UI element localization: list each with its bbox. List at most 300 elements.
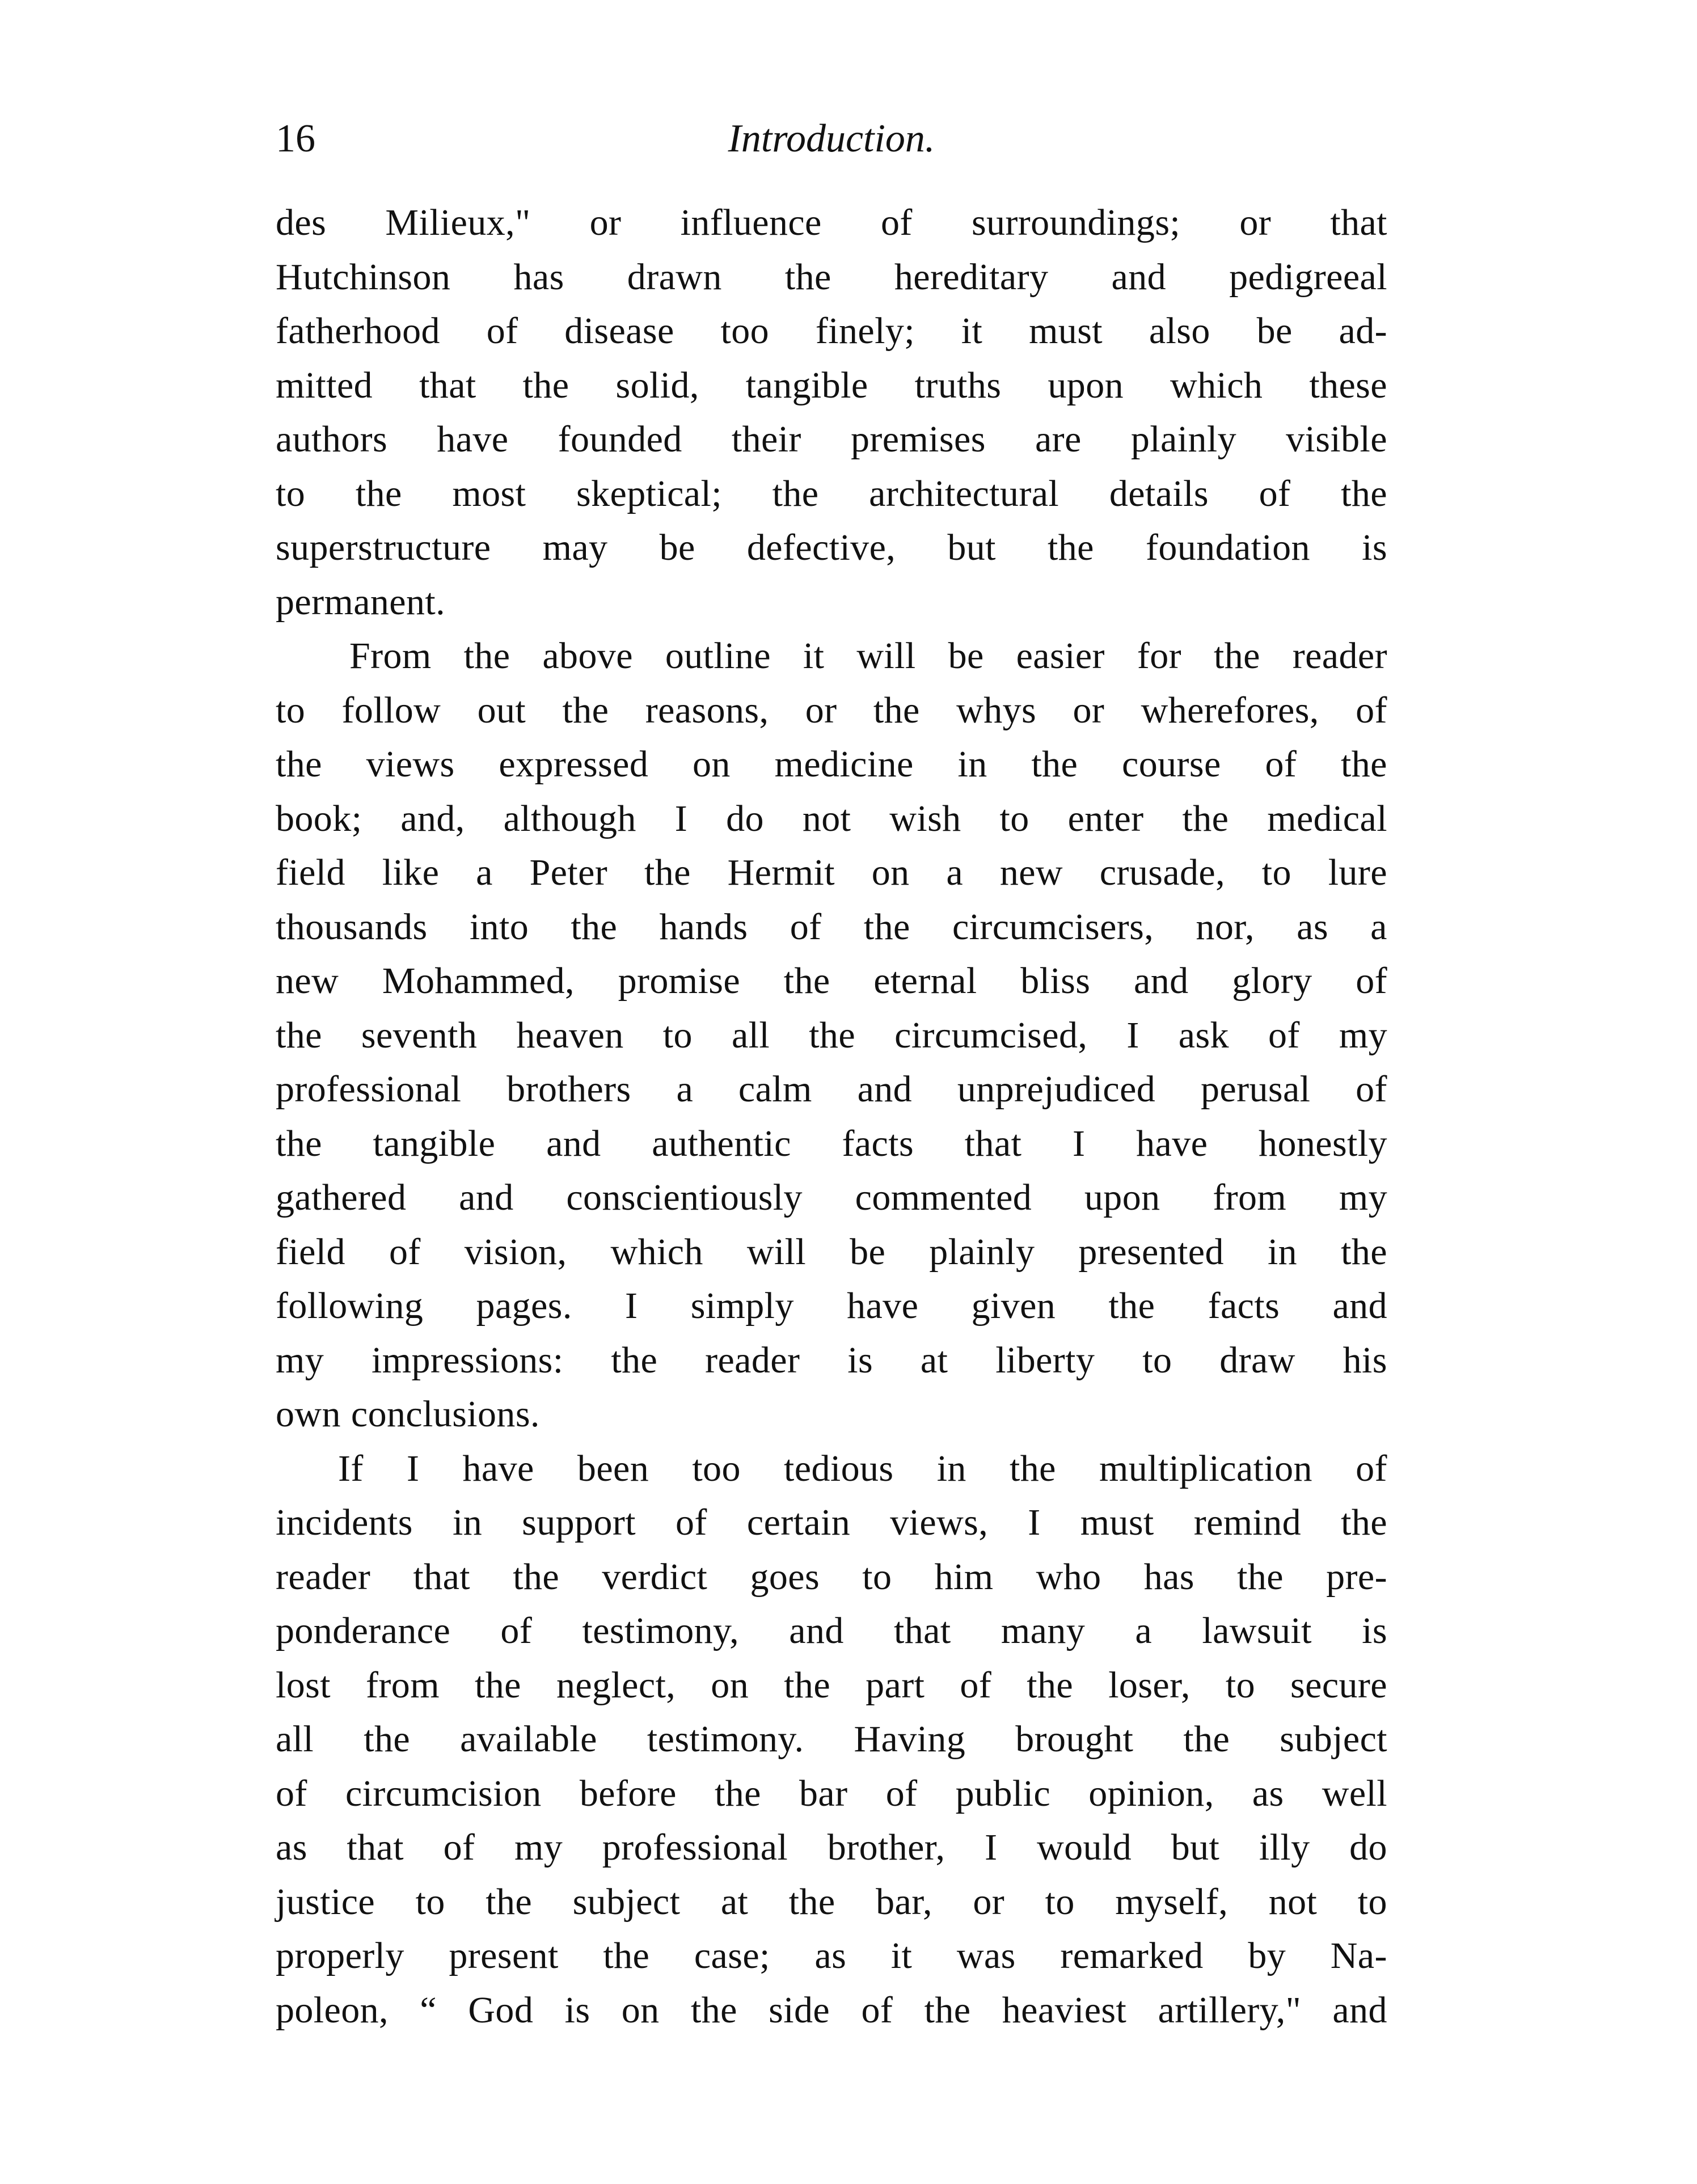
word: details [1109, 472, 1209, 514]
word: the [873, 689, 920, 731]
word: present [449, 1935, 559, 1976]
word: the [1108, 1285, 1155, 1327]
word: medical [1267, 797, 1387, 839]
word: lure [1328, 852, 1387, 893]
word: I [1126, 1014, 1139, 1056]
word: finely; [815, 310, 915, 352]
word: and [789, 1610, 844, 1651]
word: all [276, 1718, 314, 1760]
word: of [486, 310, 518, 352]
word: defective, [746, 527, 896, 568]
word: If [338, 1447, 364, 1489]
word: goes [750, 1556, 820, 1598]
word: simply [690, 1285, 794, 1327]
word: the [772, 472, 819, 514]
word: lost [276, 1664, 331, 1706]
word: the [355, 472, 402, 514]
word: the [276, 744, 322, 785]
word: tangible [373, 1122, 496, 1164]
word: in [957, 744, 987, 785]
text-line [276, 250, 1387, 305]
word: has [513, 256, 564, 298]
word: the [276, 1122, 322, 1164]
word: subject [1280, 1718, 1387, 1760]
word: at [920, 1339, 948, 1381]
text-line [276, 467, 1387, 521]
text-line [276, 1983, 1387, 2038]
word: easier [1016, 635, 1105, 677]
word: a [676, 1068, 694, 1110]
word: plainly [929, 1231, 1035, 1273]
word: of [960, 1664, 992, 1706]
word: the [513, 1556, 560, 1598]
word: is [564, 1989, 590, 2031]
word: ponderance [276, 1610, 451, 1651]
word: the [1341, 1231, 1387, 1273]
word: thousands [276, 906, 428, 948]
word: that [419, 364, 476, 406]
word: a [476, 852, 493, 893]
word: from [366, 1664, 440, 1706]
word: him [934, 1556, 994, 1598]
word: conscientiously [566, 1177, 803, 1218]
word: tedious [784, 1447, 894, 1489]
word: and [1111, 256, 1167, 298]
word: subject [572, 1881, 681, 1923]
word: of [500, 1610, 533, 1651]
word: des [276, 202, 327, 243]
word: wherefores, [1141, 689, 1319, 731]
word: circumcised, [894, 1014, 1088, 1056]
text-line [276, 575, 1387, 630]
word: on [621, 1989, 660, 2031]
word: views, [890, 1502, 989, 1543]
word: ad- [1339, 310, 1387, 352]
text-line [276, 521, 1387, 575]
word: following [276, 1285, 424, 1327]
word: seventh [361, 1014, 478, 1056]
word: or [589, 202, 622, 243]
word: perusal [1200, 1068, 1311, 1110]
word: mitted [276, 364, 373, 406]
word: fatherhood [276, 310, 440, 352]
text-line [276, 196, 1387, 250]
word: must [1029, 310, 1103, 352]
word: Na- [1330, 1935, 1387, 1976]
word: views [366, 744, 455, 785]
word: pedigreeal [1229, 256, 1387, 298]
word: available [460, 1718, 597, 1760]
word: facts [1208, 1285, 1280, 1327]
word: but [947, 527, 996, 568]
word: the [475, 1664, 521, 1706]
word: brothers [506, 1068, 631, 1110]
word: side [769, 1989, 830, 2031]
text-line [276, 1062, 1387, 1117]
word: it [803, 635, 825, 677]
word: vision, [464, 1231, 567, 1273]
word: and, [400, 797, 465, 839]
word: as [1297, 906, 1328, 948]
text-line [276, 358, 1387, 413]
word: of [790, 906, 822, 948]
word: the [1031, 744, 1078, 785]
word: honestly [1259, 1122, 1387, 1164]
text-line [276, 683, 1387, 738]
word: the [1183, 1718, 1230, 1760]
word: opinion, [1088, 1772, 1214, 1814]
word: remind [1193, 1502, 1302, 1543]
word: illy [1259, 1827, 1310, 1868]
word: not [802, 797, 851, 839]
word: the [1341, 744, 1387, 785]
word: gathered [276, 1177, 407, 1218]
word: been [577, 1447, 649, 1489]
word: a [946, 852, 964, 893]
word: was [956, 1935, 1016, 1976]
word: too [692, 1447, 741, 1489]
word: these [1309, 364, 1387, 406]
word: Having [854, 1718, 966, 1760]
word: whys [956, 689, 1037, 731]
word: professional [602, 1827, 788, 1868]
word: the [690, 1989, 737, 2031]
word: new [999, 852, 1063, 893]
word: expressed [499, 744, 649, 785]
word: book; [276, 797, 362, 839]
word: which [610, 1231, 703, 1273]
word: out [477, 689, 526, 731]
word: public [955, 1772, 1051, 1814]
word: lawsuit [1202, 1610, 1312, 1651]
word: architectural [869, 472, 1059, 514]
word: will [746, 1231, 807, 1273]
word: drawn [627, 256, 722, 298]
word: medicine [774, 744, 914, 785]
word: promise [618, 960, 741, 1002]
word: and [1332, 1285, 1387, 1327]
text-line [276, 737, 1387, 792]
word: in [936, 1447, 966, 1489]
word: above [542, 635, 633, 677]
word: is [847, 1339, 873, 1381]
word: influence [680, 202, 822, 243]
word: on [693, 744, 731, 785]
word: visible [1286, 419, 1387, 460]
word: I [674, 797, 688, 839]
text-line [276, 1279, 1387, 1333]
word: the [463, 635, 510, 677]
word: “ [420, 1989, 437, 2031]
word: authentic [652, 1122, 791, 1164]
word: multiplication [1099, 1447, 1312, 1489]
word: or [973, 1881, 1005, 1923]
word: of [1259, 472, 1291, 514]
word: be [659, 527, 695, 568]
word: would [1037, 1827, 1132, 1868]
word: the [603, 1935, 650, 1976]
word: be [850, 1231, 886, 1273]
word: to [662, 1014, 693, 1056]
word: the [611, 1339, 658, 1381]
word: new [276, 960, 339, 1002]
word: will [856, 635, 916, 677]
word: but [1171, 1827, 1220, 1868]
word: liberty [995, 1339, 1095, 1381]
word: also [1149, 310, 1210, 352]
word: all [731, 1014, 770, 1056]
word: reader [1292, 635, 1387, 677]
word: the [784, 1664, 831, 1706]
word: bar [799, 1772, 848, 1814]
word: Hermit [727, 852, 835, 893]
word: circumcision [345, 1772, 542, 1814]
word: it [961, 310, 983, 352]
word: of [276, 1772, 307, 1814]
word: reader [705, 1339, 800, 1381]
word: although [503, 797, 636, 839]
word: enter [1067, 797, 1144, 839]
word: the [783, 960, 830, 1002]
word: the [1027, 1664, 1074, 1706]
word: I [625, 1285, 638, 1327]
word: on [711, 1664, 749, 1706]
word: my [514, 1827, 563, 1868]
text-line [276, 1712, 1387, 1767]
word: case; [694, 1935, 770, 1976]
text-line [276, 1442, 1387, 1496]
word: premises [850, 419, 986, 460]
word: circumcisers, [952, 906, 1154, 948]
word: pages. [476, 1285, 572, 1327]
word: of [1268, 1014, 1300, 1056]
word: and [1332, 1989, 1387, 2031]
word: is [1362, 527, 1387, 568]
word: the [1213, 635, 1260, 677]
word: the [809, 1014, 856, 1056]
word: have [462, 1447, 534, 1489]
word: calm [738, 1068, 812, 1110]
word: the [364, 1718, 411, 1760]
word: bar, [876, 1881, 932, 1923]
word: of [880, 202, 913, 243]
word: the [571, 906, 618, 948]
word: ask [1178, 1014, 1229, 1056]
word: poleon, [276, 1989, 389, 2031]
word: testimony. [647, 1718, 804, 1760]
word: incidents [276, 1502, 413, 1543]
word: brought [1015, 1718, 1134, 1760]
word: and [546, 1122, 601, 1164]
word: of [1356, 960, 1387, 1002]
word: to [999, 797, 1029, 839]
word: facts [842, 1122, 914, 1164]
word: of [861, 1989, 893, 2031]
word: neglect, [556, 1664, 676, 1706]
text-line [276, 1387, 1387, 1442]
text-line [276, 1604, 1387, 1658]
word: conclusions. [351, 1393, 540, 1435]
word: nor, [1196, 906, 1255, 948]
word: commented [855, 1177, 1032, 1218]
text-line [276, 1008, 1387, 1063]
word: Hutchinson [276, 256, 451, 298]
text-line [276, 846, 1387, 900]
text-line [276, 1767, 1387, 1821]
word: I [985, 1827, 998, 1868]
word: or [805, 689, 837, 731]
word: hereditary [894, 256, 1049, 298]
word: presented [1078, 1231, 1224, 1273]
word: that [894, 1610, 951, 1651]
word: be [1256, 310, 1293, 352]
word: myself, [1115, 1881, 1229, 1923]
word: to [1261, 852, 1291, 893]
word: the [276, 1014, 322, 1056]
word: my [1339, 1014, 1387, 1056]
text-line [276, 954, 1387, 1008]
word: pre- [1326, 1556, 1387, 1598]
text-line [276, 1658, 1387, 1713]
word: given [971, 1285, 1056, 1327]
word: the [522, 364, 569, 406]
word: do [1349, 1827, 1387, 1868]
text-line [276, 1820, 1387, 1875]
word: in [1267, 1231, 1298, 1273]
word: has [1143, 1556, 1194, 1598]
text-line [276, 412, 1387, 467]
text-line [276, 304, 1387, 358]
word: disease [564, 310, 674, 352]
word: as [276, 1827, 307, 1868]
word: in [452, 1502, 483, 1543]
word: have [847, 1285, 919, 1327]
word: heaviest [1002, 1989, 1127, 2031]
word: at [720, 1881, 749, 1923]
word: is [1362, 1610, 1387, 1651]
word: impressions: [372, 1339, 564, 1381]
word: to [1142, 1339, 1172, 1381]
word: a [1135, 1610, 1153, 1651]
word: to [276, 689, 306, 731]
word: authors [276, 419, 388, 460]
word: the [1182, 797, 1229, 839]
word: glory [1232, 960, 1312, 1002]
text-line [276, 1117, 1387, 1171]
word: I [1073, 1122, 1086, 1164]
text-line [276, 1171, 1387, 1225]
word: to [415, 1881, 445, 1923]
word: to [1357, 1881, 1387, 1923]
text-line [276, 1929, 1387, 1983]
word: tangible [745, 364, 868, 406]
word: justice [276, 1881, 375, 1923]
word: founded [558, 419, 682, 460]
word: God [468, 1989, 534, 2031]
word: upon [1048, 364, 1124, 406]
page-header [276, 108, 1387, 170]
word: own [276, 1393, 341, 1435]
word: his [1343, 1339, 1387, 1381]
word: part [866, 1664, 925, 1706]
word: of [443, 1827, 475, 1868]
word: by [1248, 1935, 1286, 1976]
word: the [924, 1989, 971, 2031]
word: many [1001, 1610, 1086, 1651]
word: hands [659, 906, 748, 948]
word: From [349, 635, 432, 677]
word: truths [914, 364, 1002, 406]
word: remarked [1060, 1935, 1204, 1976]
text-line [276, 629, 1387, 683]
word: have [1136, 1122, 1208, 1164]
running-head: Introduction. [728, 117, 935, 160]
word: certain [746, 1502, 851, 1543]
word: superstructure [276, 527, 491, 568]
text-line [276, 1225, 1387, 1279]
word: heaven [516, 1014, 624, 1056]
word: artillery," [1158, 1989, 1302, 2031]
word: must [1080, 1502, 1154, 1543]
text-line [276, 1550, 1387, 1604]
word: not [1268, 1881, 1318, 1923]
word: brother, [827, 1827, 945, 1868]
word: the [486, 1881, 533, 1923]
word: that [1330, 202, 1387, 243]
word: my [276, 1339, 324, 1381]
word: the [788, 1881, 835, 1923]
word: of [885, 1772, 918, 1814]
word: solid, [615, 364, 699, 406]
word: and [1134, 960, 1189, 1002]
word: draw [1219, 1339, 1295, 1381]
word: skeptical; [576, 472, 722, 514]
word: for [1137, 635, 1182, 677]
word: have [437, 419, 509, 460]
word: the [562, 689, 609, 731]
word: my [1339, 1177, 1387, 1218]
word: well [1322, 1772, 1387, 1814]
word: as [814, 1935, 847, 1976]
word: Mohammed, [382, 960, 575, 1002]
word: are [1035, 419, 1082, 460]
word: I [406, 1447, 420, 1489]
word: I [1028, 1502, 1041, 1543]
word: field [276, 852, 345, 893]
word: who [1036, 1556, 1101, 1598]
word: to [1225, 1664, 1255, 1706]
word: of [1265, 744, 1297, 785]
word: and [857, 1068, 913, 1110]
word: or [1239, 202, 1272, 243]
word: the [863, 906, 910, 948]
word: of [1356, 1068, 1387, 1110]
word: secure [1290, 1664, 1387, 1706]
word: surroundings; [971, 202, 1181, 243]
word: of [1356, 1447, 1387, 1489]
word: outline [665, 635, 771, 677]
page-number: 16 [276, 117, 315, 160]
word: their [731, 419, 801, 460]
word: the [1048, 527, 1094, 568]
word: properly [276, 1935, 404, 1976]
word: professional [276, 1068, 462, 1110]
body-text [276, 196, 1387, 2037]
text-line [276, 1496, 1387, 1550]
word: from [1213, 1177, 1287, 1218]
word: plainly [1130, 419, 1236, 460]
word: may [542, 527, 608, 568]
